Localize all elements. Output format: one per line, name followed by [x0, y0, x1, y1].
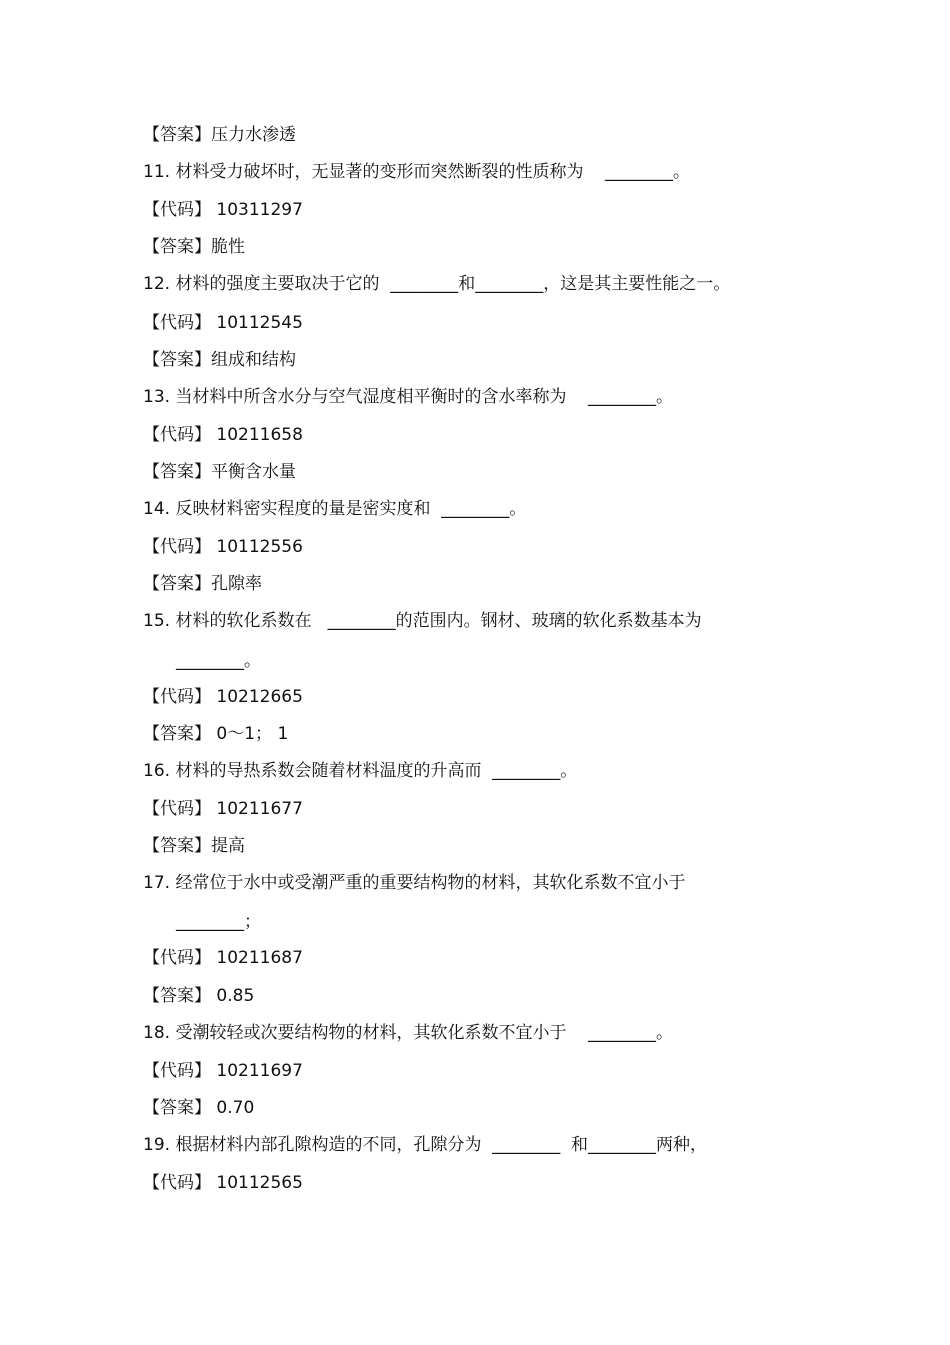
answer-line: 【答案】 0～1； 1 [143, 724, 289, 744]
answer-line: 【答案】孔隙率 [143, 574, 262, 594]
question-18: 18. 受潮较轻或次要结构物的材料，其软化系数不宜小于 ________。 [143, 1023, 674, 1043]
answer-line: 【答案】脆性 [143, 237, 245, 257]
code-line: 【代码】 10112565 [143, 1173, 303, 1193]
answer-line: 【答案】组成和结构 [143, 350, 296, 370]
question-14: 14. 反映材料密实程度的量是密实度和 ________。 [143, 499, 527, 519]
answer-line: 【答案】平衡含水量 [143, 462, 296, 482]
answer-line: 【答案】 0.85 [143, 986, 255, 1006]
code-line: 【代码】 10112556 [143, 537, 303, 557]
code-line: 【代码】 10212665 [143, 687, 303, 707]
code-line: 【代码】 10112545 [143, 313, 303, 333]
code-line: 【代码】 10211658 [143, 425, 303, 445]
question-13: 13. 当材料中所含水分与空气湿度相平衡时的含水率称为 ________。 [143, 387, 674, 407]
question-12: 12. 材料的强度主要取决于它的 ________和________，这是其主要性能之一。 [143, 274, 731, 294]
question-17-continuation: ________； [176, 912, 261, 932]
question-16: 16. 材料的导热系数会随着材料温度的升高而 ________。 [143, 761, 578, 781]
answer-line: 【答案】提高 [143, 836, 245, 856]
question-15: 15. 材料的软化系数在 ________的范围内。钢材、玻璃的软化系数基本为 [143, 611, 702, 631]
question-11: 11. 材料受力破坏时，无显著的变形而突然断裂的性质称为 ________。 [143, 162, 691, 182]
question-19: 19. 根据材料内部孔隙构造的不同，孔隙分为 ________ 和________两种， [143, 1135, 708, 1155]
question-15-continuation: ________。 [176, 651, 261, 671]
code-line: 【代码】 10211677 [143, 799, 303, 819]
answer-line: 【答案】压力水渗透 [143, 125, 296, 145]
answer-line: 【答案】 0.70 [143, 1098, 255, 1118]
question-17: 17. 经常位于水中或受潮严重的重要结构物的材料，其软化系数不宜小于 [143, 873, 686, 893]
code-line: 【代码】 10211687 [143, 948, 303, 968]
code-line: 【代码】 10211697 [143, 1061, 303, 1081]
code-line: 【代码】 10311297 [143, 200, 303, 220]
